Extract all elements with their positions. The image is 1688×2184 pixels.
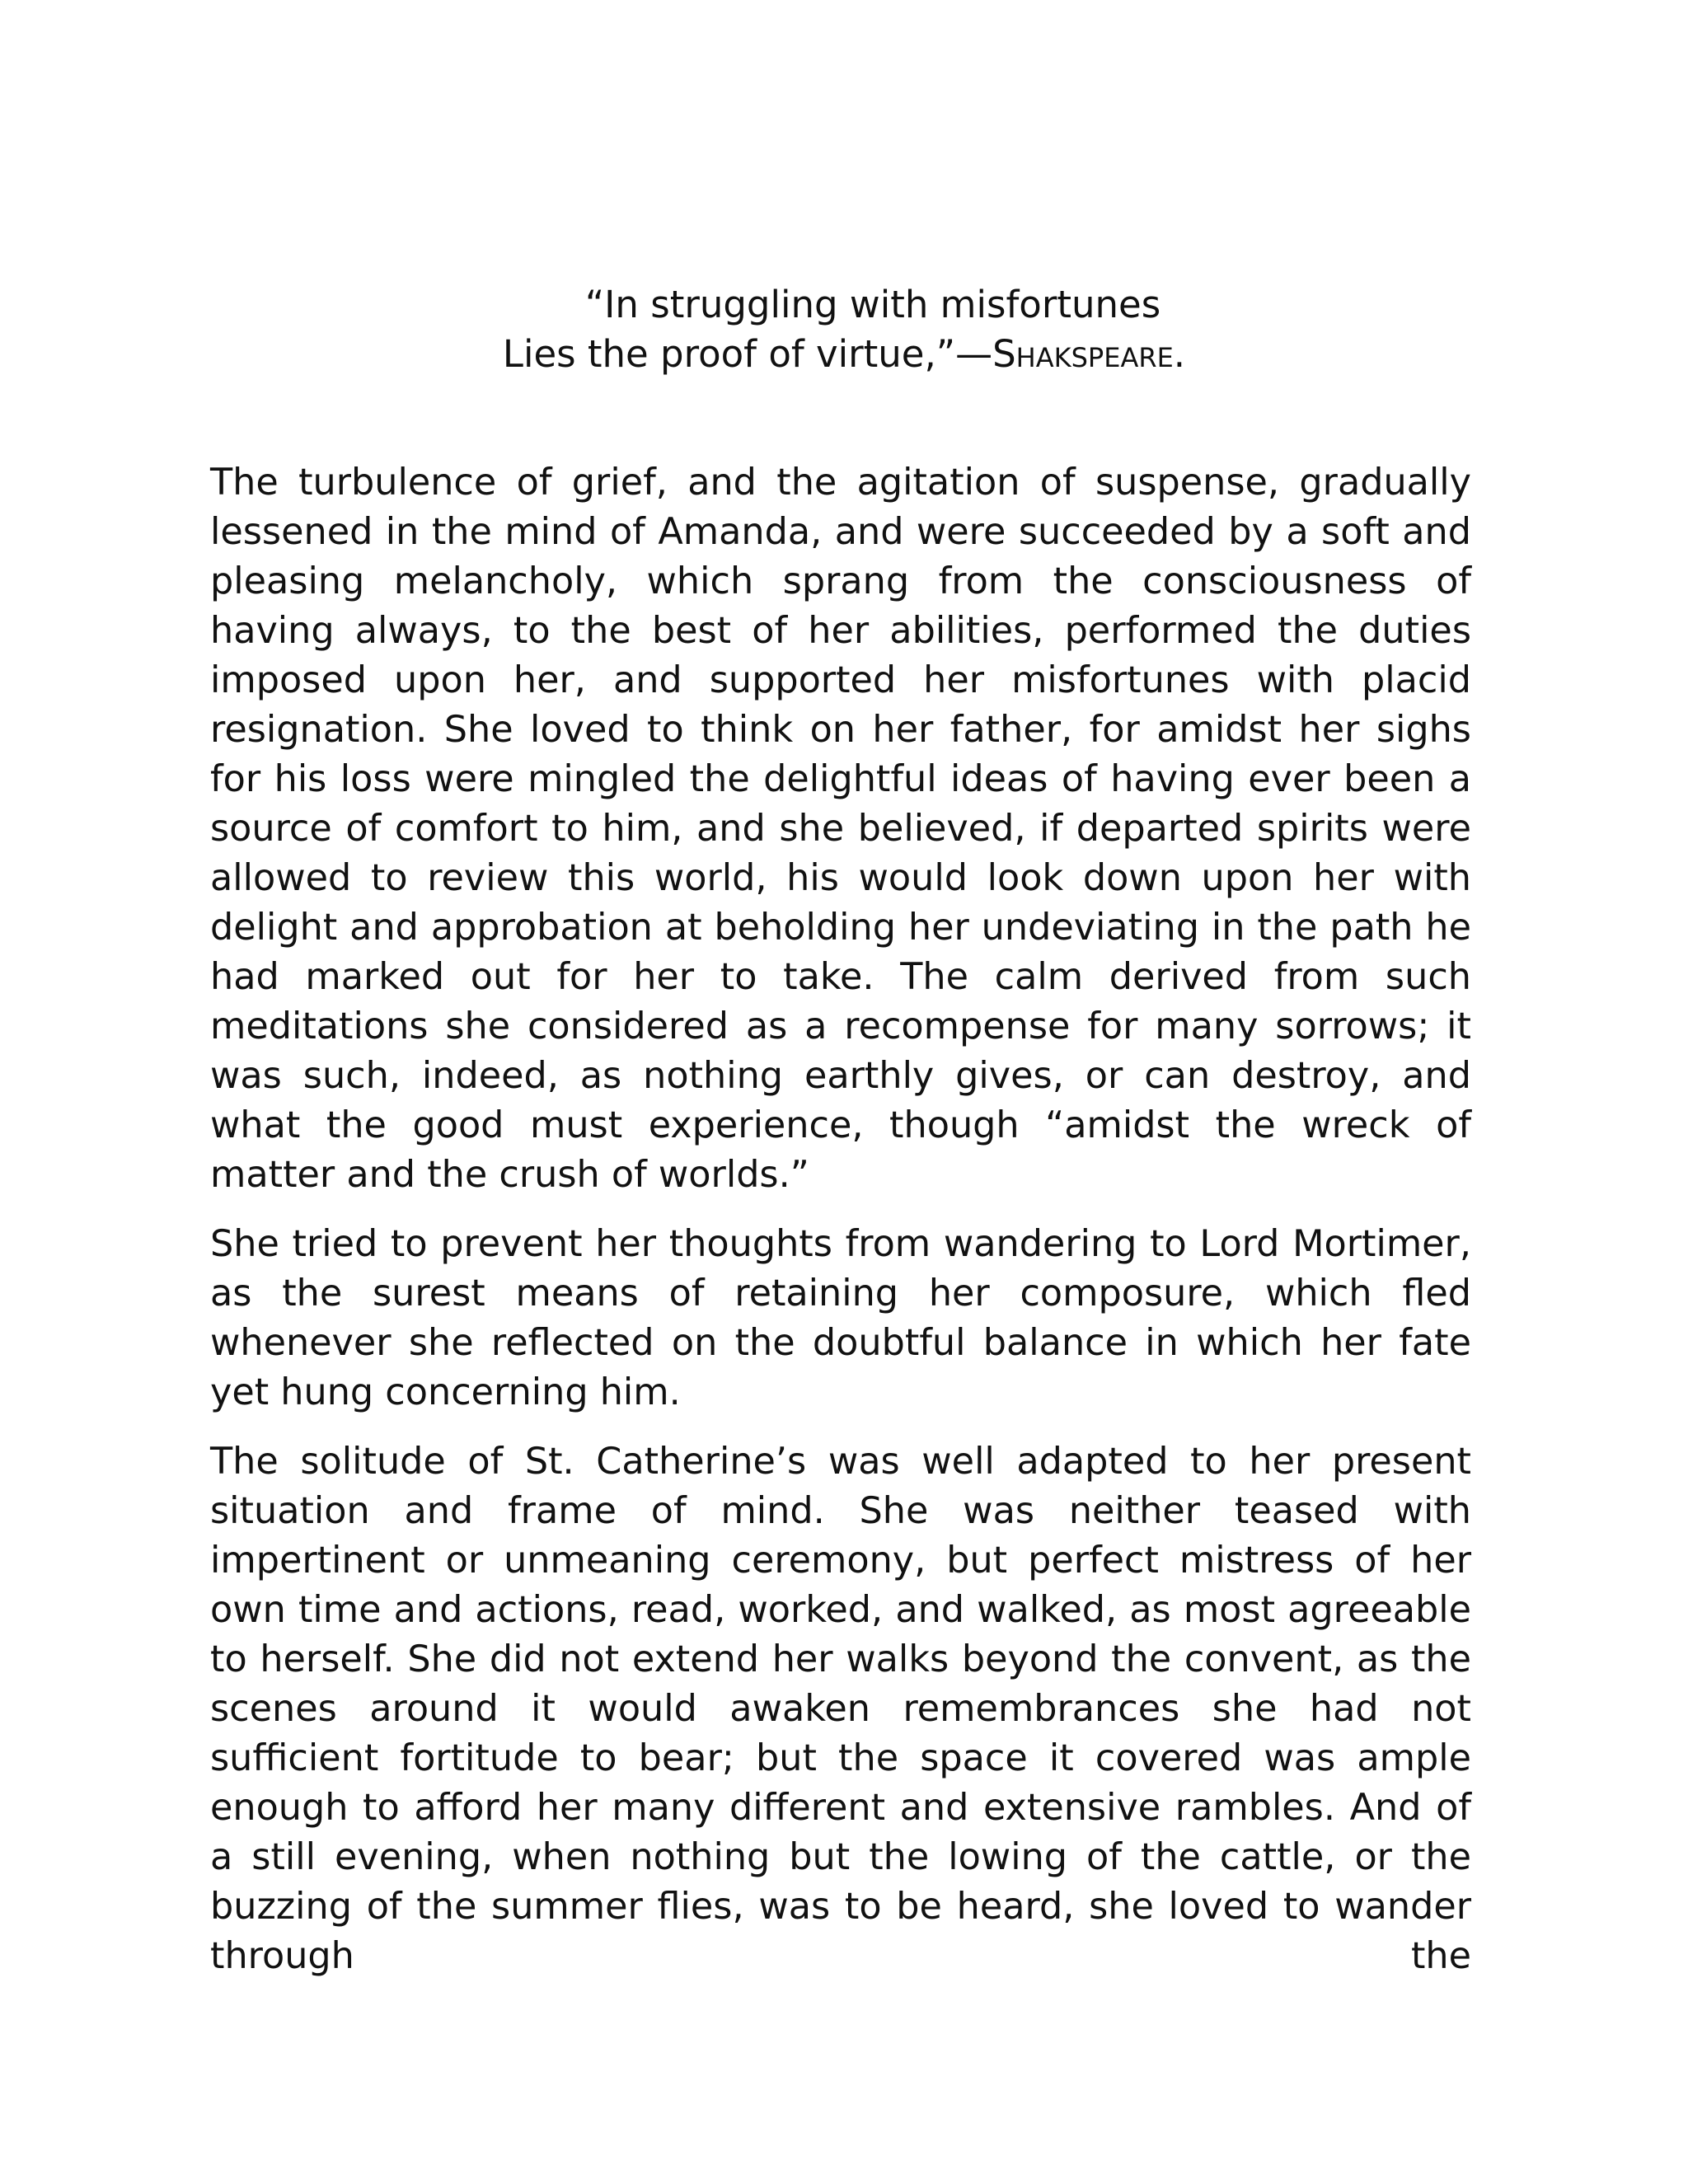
epigraph-attribution-suffix: . xyxy=(1173,332,1186,376)
body-text xyxy=(210,458,1471,2001)
epigraph-attribution: Shakspeare xyxy=(992,332,1174,376)
epigraph xyxy=(0,280,1688,379)
paragraph: The solitude of St. Catherine’s was well adapted to her present situation and frame of mind. She was neither teased with impertinent or unmeaning ceremony, but perfect mistress of her own time and actions, read, worked, and walked, as most agreeable to herself. She did not extend her walks beyond the convent, as the scenes around it would awaken remembrances she had not sufficient fortitude to bear; but the space it covered was ample enough to afford her many different and extensive rambles. And of a still evening, when nothing but the lowing of the cattle, or the buzzing of the summer flies, was to be heard, she loved to wander through the xyxy=(210,1441,1471,1977)
epigraph-line: “In struggling with misfortunes xyxy=(584,283,1161,326)
paragraph: The turbulence of grief, and the agitation of suspense, gradually lessened in the mind of Amanda, and were succeeded by a soft and pleasing melancholy, which sprang from the consciousness of having always, to the best of her abilities, performed the duties imposed upon her, and supported her misfortunes with placid resignation. She loved to think on her father, for amidst her sighs for his loss were mingled the delightful ideas of having ever been a source of comfort to him, and she believed, if departed spirits were allowed to review this world, his would look down upon her with delight and approbation at beholding her undeviating in the path he had marked out for her to take. The calm derived from such meditations she considered as a recompense for many sorrows; it was such, indeed, as nothing earthly gives, or can destroy, and what the good must experience, though “amidst the wreck of matter and the crush of worlds.” xyxy=(210,462,1471,1196)
paragraph: She tried to prevent her thoughts from wandering to Lord Mortimer, as the surest means of retaining her composure, which fled whenever she reflected on the doubtful balance in which her fate yet hung concerning him. xyxy=(210,1223,1471,1413)
epigraph-line xyxy=(0,330,1688,379)
epigraph-line-text: Lies the proof of virtue,”— xyxy=(502,332,993,376)
